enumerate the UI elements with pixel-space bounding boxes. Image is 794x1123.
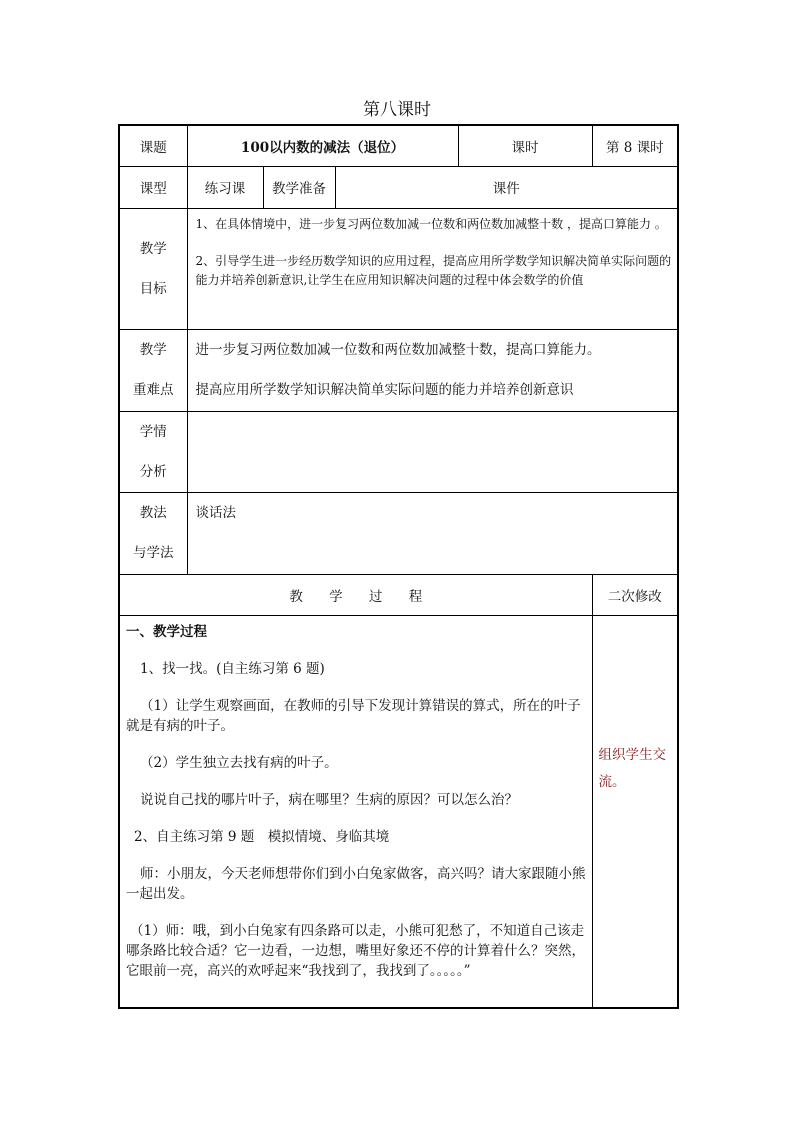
methods-row bbox=[119, 492, 678, 574]
process-content bbox=[119, 615, 592, 1008]
analysis-label: 学情 分析 bbox=[119, 411, 187, 492]
process-header-row bbox=[119, 574, 678, 615]
keypoints-row bbox=[119, 329, 678, 411]
type-value: 练习课 bbox=[187, 166, 263, 208]
page-title: 第八课时 bbox=[363, 100, 431, 120]
process-p7: （1）师：哦，到小白兔家有四条路可以走，小熊可犯愁了，不知道自己该走哪条路比较合适？它一边看，一边想，嘴里好象还不停的计算着什么？突然，它眼前一亮，高兴的欢呼起来“我找到了，我找到了。。。。。” bbox=[126, 922, 585, 979]
revise-header: 二次修改 bbox=[592, 574, 678, 615]
goal-item-2: 2、引导学生进一步经历数学知识的应用过程，提高应用所学数学知识解决简单实际问题的能力并培养创新意识,让学生在应用知识解决问题的过程中体会数学的价值 bbox=[195, 253, 672, 287]
period-value: 第 8 课时 bbox=[592, 125, 678, 166]
analysis-content bbox=[187, 411, 678, 492]
goals-content bbox=[187, 208, 678, 329]
analysis-row bbox=[119, 411, 678, 492]
methods-label: 教法 与学法 bbox=[119, 492, 187, 574]
prep-value: 课件 bbox=[335, 166, 678, 208]
type-label: 课型 bbox=[119, 166, 187, 208]
process-p1: 1、找一找。(自主练习第 6 题) bbox=[140, 660, 325, 677]
process-heading: 一、教学过程 bbox=[126, 623, 207, 640]
keypoint-1: 进一步复习两位数加减一位数和两位数加减整十数，提高口算能力。 bbox=[195, 342, 601, 358]
goal-item-1: 1、在具体情境中，进一步复习两位数加减一位数和两位数加减整十数 ，提高口算能力 。 bbox=[195, 216, 667, 231]
period-label: 课时 bbox=[458, 125, 592, 166]
lesson-plan-table bbox=[118, 124, 679, 1009]
topic-row bbox=[119, 125, 678, 166]
process-p5: 2、自主练习第 9 题 模拟情境、身临其境 bbox=[134, 828, 390, 845]
keypoints-label: 教学 重难点 bbox=[119, 329, 187, 411]
goals-row bbox=[119, 208, 678, 329]
process-row bbox=[119, 615, 678, 1008]
process-p4: 说说自己找的哪片叶子，病在哪里？生病的原因？可以怎么治？ bbox=[140, 791, 518, 808]
process-header: 教 学 过 程 bbox=[119, 574, 592, 615]
type-row bbox=[119, 166, 678, 208]
process-p6: 师：小朋友，今天老师想带你们到小白兔家做客，高兴吗？请大家跟随小熊一起出发。 bbox=[126, 865, 586, 902]
methods-content: 谈话法 bbox=[187, 492, 678, 574]
topic-label: 课题 bbox=[119, 125, 187, 166]
topic-value: 100以内数的减法（退位） bbox=[187, 125, 458, 166]
keypoint-2: 提高应用所学数学知识解决简单实际问题的能力并培养创新意识 bbox=[195, 382, 574, 398]
process-p2: （1）让学生观察画面，在教师的引导下发现计算错误的算式，所在的叶子就是有病的叶子。 bbox=[126, 697, 581, 734]
keypoints-content bbox=[187, 329, 678, 411]
revise-note: 组织学生交流。 bbox=[592, 615, 678, 1008]
prep-label: 教学准备 bbox=[263, 166, 335, 208]
process-p3: （2）学生独立去找有病的叶子。 bbox=[140, 754, 338, 771]
goals-label: 教学 目标 bbox=[119, 208, 187, 329]
